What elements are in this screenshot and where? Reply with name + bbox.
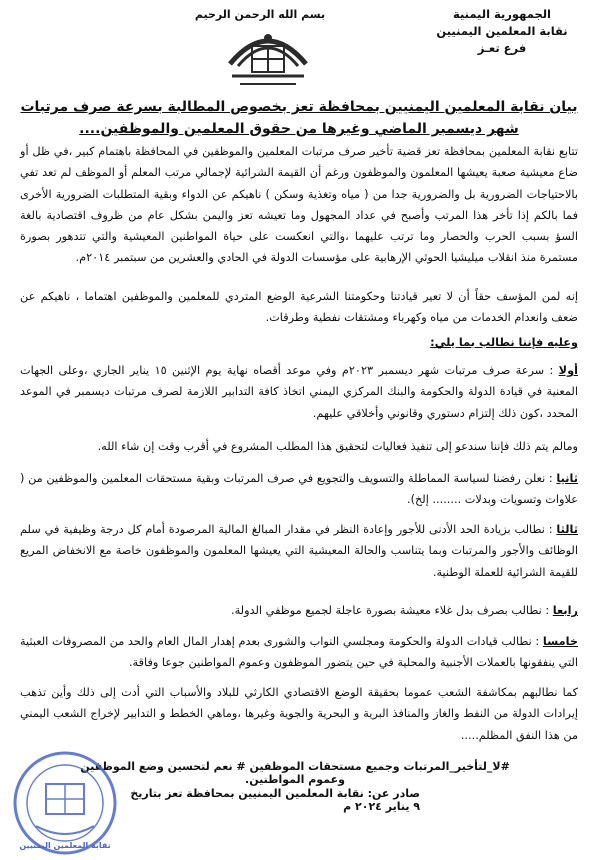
demands-heading: وعليه فإننا نطالب بما يلي: bbox=[430, 336, 578, 349]
org-header bbox=[422, 6, 582, 57]
org-line-branch: فرع تعـز bbox=[477, 41, 527, 55]
org-line-country: الجمهورية اليمنية bbox=[452, 7, 551, 21]
demand-third: ثالثا : نطالب بزيادة الحد الأدنى للأجور وإعادة النظر في مقدار المبالغ المالية المرصودة أمام كل درجة وظيفية في سلم الوظائف والأجور والمرتبات وبما يتناسب والحالة المعيشية التي يعيشها المعلمون والموظفون خاصة مع الانخفاض المريع للقيمة الشرائية للعملة الوطنية. bbox=[20, 523, 578, 579]
regret-paragraph: إنه لمن المؤسف حقاً أن لا تعير قيادتنا وحكومتنا الشرعية الوضع المتردي للمعلمين والموظفين اهتماما ، ناهيكم عن ضعف وانعدام الخدمات من مياه وكهرباء ومشتقات نفطية وطرقات. bbox=[20, 290, 578, 325]
intro-paragraph: تتابع نقابة المعلمين بمحافظة تعز قضية تأخير صرف مرتبات المعلمين والموظفين في المحافظة باهتمام كبير ،في ظل أو ضاع معيشية صعبة يعيشها المعلمون والموظفون ورغم أن القيمة الشرائية لإجمالي مرتب المعلم أو الموظف لم تعد تفي بالاحتياجات الضرورية بل والضرورية جدا من ( مياه وتغذية وسكن ) ناهيكم عن الدواء وبقية المتطلبات الضرورية الأخرى فما بالكم إذا تأخر هذا المرتب وأصبح في عداد المجهول وما تعيشه تعز واليمن بشكل عام من ظروف اقتصادية بالغة السؤ بسبب الحرب والحصار وما ترتب عليهما ،والتي انعكست على حياة المواطنين المعيشية والتي تتدهور بصورة مستمرة منذ انقلاب ميليشيا الحوثي الإرهابية على مؤسسات الدولة في الحادي والعشرين من سبتمبر ٢٠١٤م. bbox=[20, 145, 578, 265]
union-logo-icon bbox=[222, 24, 314, 92]
basmala: بسم الله الرحمن الرحيم bbox=[194, 8, 326, 21]
demand-fourth: رابعا : نطالب بصرف بدل غلاء معيشة بصورة عاجلة لجميع موظفي الدولة. bbox=[231, 604, 578, 617]
union-stamp-icon bbox=[6, 748, 124, 858]
demand-first: أولا : سرعة صرف مرتبات شهر ديسمبر ٢٠٢٣م وفي موعد أقصاه نهاية يوم الإثنين ١٥ يناير الجاري ،وعلى الجهات المعنية في قيادة الدولة والحكومة والبنك المركزي اليمني اتخاذ كافة التدابير اللازمة لصرف مرتبات ديسمبر في الموعد المحدد ،كون ذلك إلتزام دستوري وقانوني وأخلاقي عليهم. bbox=[20, 364, 578, 420]
stamp-text: نقابة المعلمين اليمنيين bbox=[19, 841, 111, 850]
statement-title: بيان نقابة المعلمين اليمنيين بمحافظة تعز بخصوص المطالبة بسرعة صرف مرتبات شهر ديسمبر الماضي وغيرها من حقوق المعلمين والموظفين.... bbox=[20, 99, 578, 137]
closing-paragraph: كما نطالبهم بمكاشفة الشعب عموما بحقيقة الوضع الاقتصادي الكارثي للبلاد والأسباب التي أدت إلى ذلك وأين تذهب إيرادات الدولة من النفط والغاز والمنافذ البرية و البحرية والجوية وغيرها ،وماهي الخطط و التدابير لإخراج الشعب اليمني من هذا النفق المظلم..... bbox=[20, 686, 578, 742]
org-line-union: نقابة المعلمين اليمنيين bbox=[436, 24, 568, 38]
demand-fifth: خامسا : نطالب قيادات الدولة والحكومة ومجلسي النواب والشورى بعدم إهدار المال العام والحد من المصروفات العبثية التي ينفقونها بالعملات الأجنبية والمحلية في حين يتضور الموظفون وعموم المواطنين جوعا وفاقة. bbox=[20, 635, 578, 670]
issued-by-line: صادر عن: نقابة المعلمين اليمنيين بمحافظة تعز بتاريخ ٩ يناير ٢٠٢٤ م bbox=[130, 787, 420, 813]
hashtags-line: #لا_لتأخير_المرتبات وجميع مستحقات الموظفين # نعم لتحسين وضع الموظفين وعموم المواطنين. bbox=[80, 760, 510, 786]
demand-first-followup: ومالم يتم ذلك فإننا سندعو إلى تنفيذ فعاليات لتحقيق هذا المطلب المشروع في أقرب وقت إن شاء الله. bbox=[97, 440, 578, 453]
demand-second: ثانيا : نعلن رفضنا لسياسة المماطلة والتسويف والتجويع في صرف المرتبات وبقية مستحقات المعلمين والموظفين من ( علاوات وتسويات وبدلات ........ إلخ). bbox=[20, 472, 578, 507]
